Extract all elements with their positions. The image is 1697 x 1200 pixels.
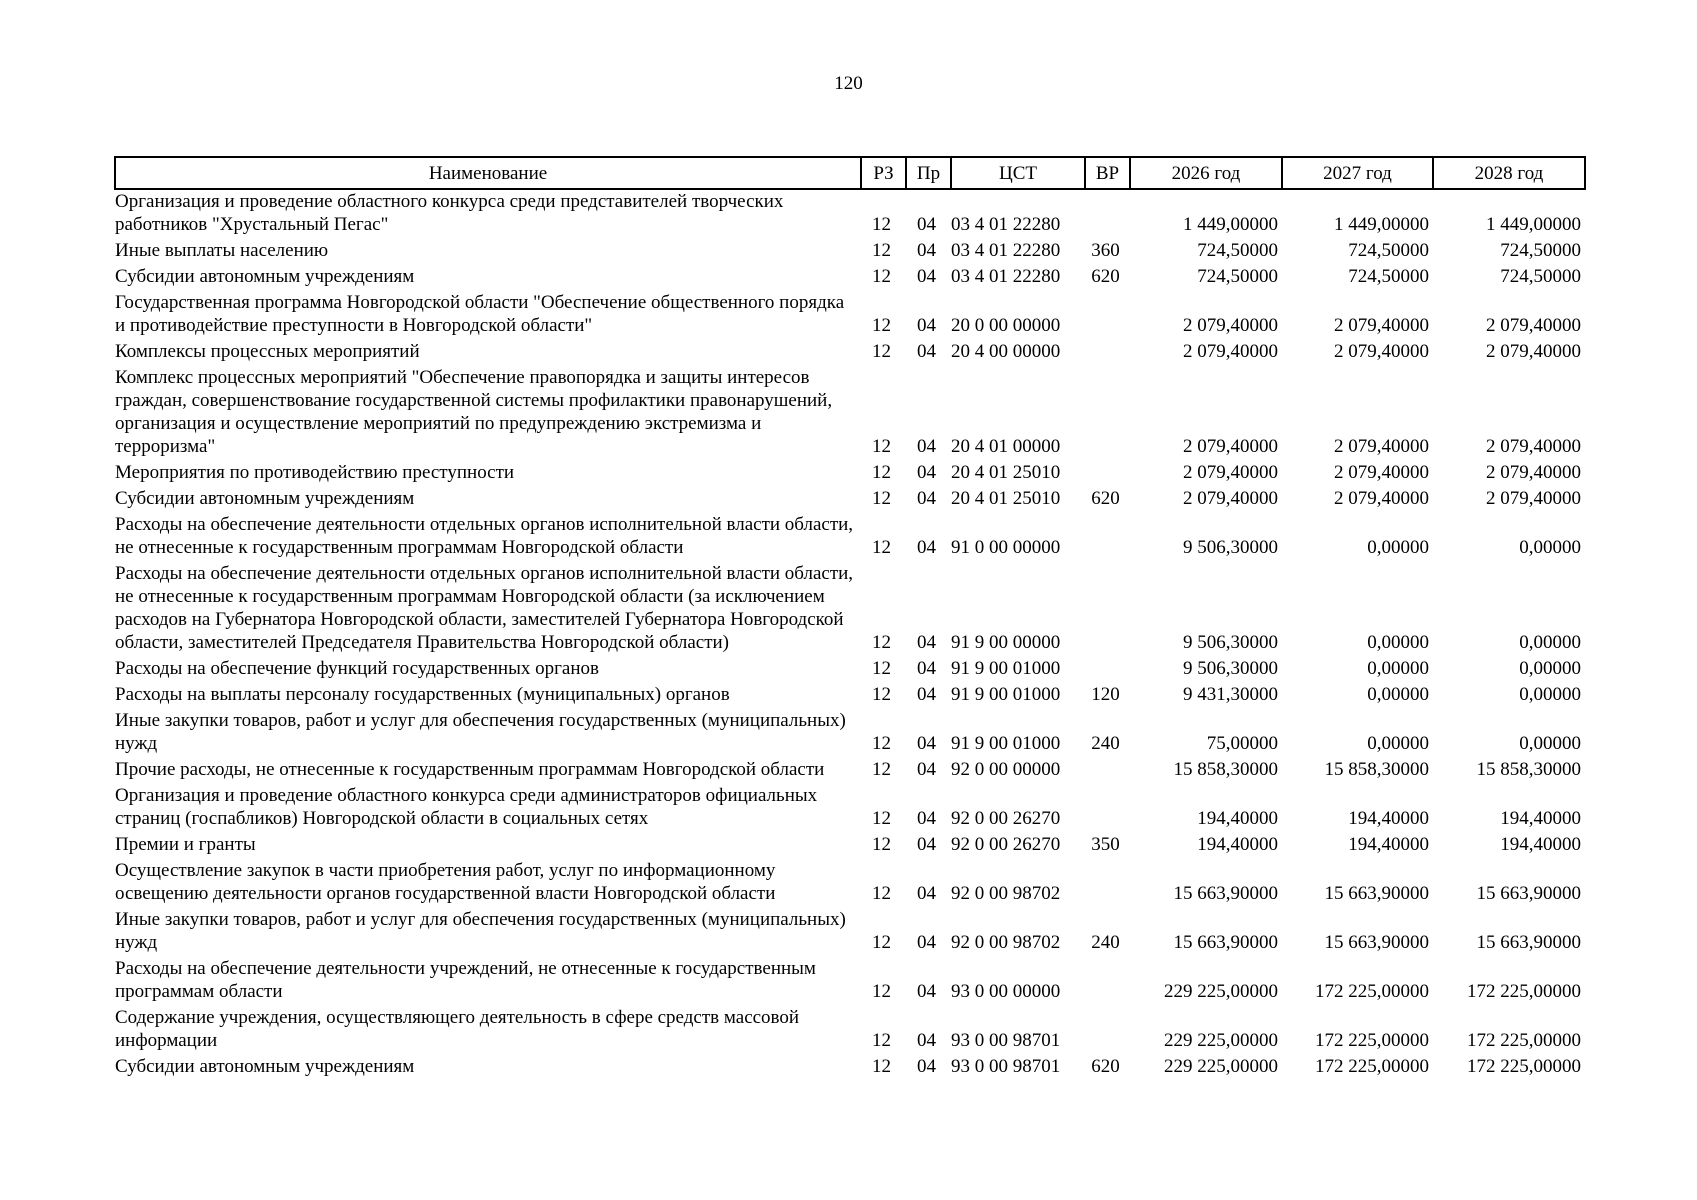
- row-rz: 12: [872, 462, 891, 483]
- row-rz: 12: [872, 315, 891, 336]
- row-amount-2026: 2 079,40000: [1183, 315, 1278, 336]
- row-vr: [1085, 291, 1130, 340]
- row-vr: [1085, 1006, 1130, 1055]
- row-rz: 12: [872, 733, 891, 754]
- table-row: [115, 513, 1585, 562]
- row-rz: 12: [872, 883, 891, 904]
- table-row: [115, 487, 1585, 513]
- table-row: [115, 239, 1585, 265]
- table-row: [115, 1055, 1585, 1081]
- row-name: Премии и гранты: [115, 834, 256, 855]
- row-amount-2026: 229 225,00000: [1164, 1030, 1278, 1051]
- row-pr: 04: [917, 981, 936, 1002]
- table-row: [115, 957, 1585, 1006]
- row-cst: 93 0 00 98701: [951, 1030, 1061, 1051]
- row-pr: 04: [917, 632, 936, 653]
- table-body: [115, 189, 1585, 1081]
- row-name: Государственная программа Новгородской области "Обеспечение общественного порядка и противодействие преступности в Новгородской области": [115, 292, 845, 336]
- row-cst: 20 4 00 00000: [951, 341, 1061, 362]
- row-pr: 04: [917, 1030, 936, 1051]
- row-amount-2026: 15 663,90000: [1173, 932, 1278, 953]
- row-rz: 12: [872, 214, 891, 235]
- row-rz: 12: [872, 488, 891, 509]
- row-name: Расходы на обеспечение функций государственных органов: [115, 658, 599, 679]
- row-amount-2027: 0,00000: [1367, 632, 1429, 653]
- row-rz: 12: [872, 932, 891, 953]
- row-amount-2026: 9 506,30000: [1183, 658, 1278, 679]
- row-pr: 04: [917, 759, 936, 780]
- row-vr: [1085, 366, 1130, 461]
- table-row: [115, 758, 1585, 784]
- row-amount-2027: 15 663,90000: [1324, 932, 1429, 953]
- budget-table: [114, 156, 1586, 1081]
- table-row: [115, 1006, 1585, 1055]
- row-amount-2027: 2 079,40000: [1334, 488, 1429, 509]
- row-pr: 04: [917, 341, 936, 362]
- row-vr: [1085, 340, 1130, 366]
- row-vr: 360: [1091, 240, 1120, 261]
- row-amount-2028: 0,00000: [1519, 684, 1581, 705]
- table-row: [115, 833, 1585, 859]
- row-amount-2027: 172 225,00000: [1315, 981, 1429, 1002]
- table-row: [115, 908, 1585, 957]
- row-cst: 93 0 00 00000: [951, 981, 1061, 1002]
- header-pr: Пр: [906, 157, 951, 189]
- row-amount-2026: 724,50000: [1197, 240, 1278, 261]
- row-name: Комплекс процессных мероприятий "Обеспечение правопорядка и защиты интересов граждан, совершенствование государственной системы профилактики правонарушений, организация и осуществление мероприятий по предупреждению экстремизма и терроризма": [115, 367, 833, 457]
- header-cst: ЦСТ: [951, 157, 1085, 189]
- row-vr: [1085, 657, 1130, 683]
- row-cst: 93 0 00 98701: [951, 1056, 1061, 1077]
- header-2027: 2027 год: [1282, 157, 1433, 189]
- row-pr: 04: [917, 240, 936, 261]
- table-row: [115, 683, 1585, 709]
- row-vr: 120: [1091, 684, 1120, 705]
- table-row: [115, 562, 1585, 657]
- row-amount-2028: 724,50000: [1500, 266, 1581, 287]
- row-name: Иные закупки товаров, работ и услуг для обеспечения государственных (муниципальных) нужд: [115, 909, 846, 953]
- row-cst: 92 0 00 00000: [951, 759, 1061, 780]
- row-amount-2026: 9 506,30000: [1183, 632, 1278, 653]
- row-name: Комплексы процессных мероприятий: [115, 341, 420, 362]
- row-amount-2026: 724,50000: [1197, 266, 1278, 287]
- row-pr: 04: [917, 214, 936, 235]
- row-vr: 620: [1091, 266, 1120, 287]
- row-amount-2027: 15 858,30000: [1324, 759, 1429, 780]
- row-rz: 12: [872, 632, 891, 653]
- table-row: [115, 265, 1585, 291]
- row-vr: [1085, 189, 1130, 239]
- row-rz: 12: [872, 981, 891, 1002]
- row-name: Иные закупки товаров, работ и услуг для обеспечения государственных (муниципальных) нужд: [115, 710, 846, 754]
- table-header: [115, 157, 1585, 189]
- row-rz: 12: [872, 684, 891, 705]
- row-amount-2028: 194,40000: [1500, 808, 1581, 829]
- row-amount-2027: 724,50000: [1348, 240, 1429, 261]
- row-name: Расходы на обеспечение деятельности отдельных органов исполнительной власти области, не отнесенные к государственным программам Новгородской области (за исключением расходов на Губернатора Новгородской области, заместителей Губернатора Новгородской области, заместителей Председателя Правительства Новгородской области): [115, 563, 854, 653]
- row-pr: 04: [917, 462, 936, 483]
- row-pr: 04: [917, 883, 936, 904]
- row-cst: 91 9 00 01000: [951, 733, 1061, 754]
- row-amount-2027: 2 079,40000: [1334, 462, 1429, 483]
- row-rz: 12: [872, 537, 891, 558]
- table-row: [115, 461, 1585, 487]
- row-cst: 91 9 00 01000: [951, 684, 1061, 705]
- row-name: Прочие расходы, не отнесенные к государственным программам Новгородской области: [115, 759, 825, 780]
- row-amount-2027: 0,00000: [1367, 537, 1429, 558]
- row-cst: 92 0 00 26270: [951, 808, 1061, 829]
- row-amount-2028: 0,00000: [1519, 658, 1581, 679]
- row-vr: [1085, 513, 1130, 562]
- row-cst: 03 4 01 22280: [951, 240, 1061, 261]
- table-row: [115, 859, 1585, 908]
- row-pr: 04: [917, 537, 936, 558]
- row-amount-2026: 229 225,00000: [1164, 1056, 1278, 1077]
- row-amount-2026: 15 663,90000: [1173, 883, 1278, 904]
- row-amount-2027: 2 079,40000: [1334, 315, 1429, 336]
- row-amount-2026: 2 079,40000: [1183, 341, 1278, 362]
- row-amount-2027: 0,00000: [1367, 733, 1429, 754]
- row-vr: [1085, 784, 1130, 833]
- row-amount-2026: 9 431,30000: [1183, 684, 1278, 705]
- row-amount-2027: 172 225,00000: [1315, 1030, 1429, 1051]
- row-name: Субсидии автономным учреждениям: [115, 488, 415, 509]
- row-rz: 12: [872, 341, 891, 362]
- row-cst: 20 4 01 25010: [951, 462, 1061, 483]
- row-vr: [1085, 562, 1130, 657]
- row-pr: 04: [917, 932, 936, 953]
- table-row: [115, 709, 1585, 758]
- row-name: Мероприятия по противодействию преступности: [115, 462, 515, 483]
- row-pr: 04: [917, 436, 936, 457]
- row-name: Расходы на обеспечение деятельности учреждений, не отнесенные к государственным программам области: [115, 958, 816, 1002]
- header-rz: РЗ: [861, 157, 906, 189]
- row-pr: 04: [917, 488, 936, 509]
- row-amount-2026: 2 079,40000: [1183, 462, 1278, 483]
- row-vr: 620: [1091, 488, 1120, 509]
- row-amount-2028: 172 225,00000: [1467, 1030, 1581, 1051]
- row-amount-2026: 75,00000: [1206, 733, 1278, 754]
- row-vr: 240: [1091, 733, 1120, 754]
- row-rz: 12: [872, 1056, 891, 1077]
- row-pr: 04: [917, 684, 936, 705]
- row-rz: 12: [872, 1030, 891, 1051]
- row-vr: [1085, 859, 1130, 908]
- row-amount-2027: 0,00000: [1367, 658, 1429, 679]
- header-name: Наименование: [115, 157, 861, 189]
- row-amount-2026: 194,40000: [1197, 834, 1278, 855]
- row-name: Организация и проведение областного конкурса среди администраторов официальных страниц (госпабликов) Новгородской области в социальных сетях: [115, 785, 818, 829]
- row-cst: 03 4 01 22280: [951, 266, 1061, 287]
- row-name: Расходы на обеспечение деятельности отдельных органов исполнительной власти области, не отнесенные к государственным программам Новгородской области: [115, 514, 854, 558]
- row-name: Субсидии автономным учреждениям: [115, 1056, 415, 1077]
- row-amount-2027: 1 449,00000: [1334, 214, 1429, 235]
- row-amount-2028: 194,40000: [1500, 834, 1581, 855]
- row-vr: 350: [1091, 834, 1120, 855]
- header-row: [115, 157, 1585, 189]
- row-amount-2028: 0,00000: [1519, 733, 1581, 754]
- row-amount-2028: 2 079,40000: [1486, 436, 1581, 457]
- row-amount-2027: 2 079,40000: [1334, 341, 1429, 362]
- row-name: Иные выплаты населению: [115, 240, 329, 261]
- row-amount-2026: 2 079,40000: [1183, 488, 1278, 509]
- row-cst: 20 0 00 00000: [951, 315, 1061, 336]
- row-vr: [1085, 957, 1130, 1006]
- row-amount-2027: 194,40000: [1348, 834, 1429, 855]
- row-vr: 240: [1091, 932, 1120, 953]
- row-vr: [1085, 461, 1130, 487]
- row-amount-2027: 2 079,40000: [1334, 436, 1429, 457]
- row-name: Содержание учреждения, осуществляющего деятельность в сфере средств массовой информации: [115, 1007, 800, 1051]
- row-amount-2027: 724,50000: [1348, 266, 1429, 287]
- row-name: Организация и проведение областного конкурса среди представителей творческих работников "Хрустальный Пегас": [115, 191, 784, 235]
- row-amount-2028: 2 079,40000: [1486, 488, 1581, 509]
- row-pr: 04: [917, 834, 936, 855]
- row-pr: 04: [917, 733, 936, 754]
- row-cst: 92 0 00 98702: [951, 883, 1061, 904]
- row-name: Расходы на выплаты персоналу государственных (муниципальных) органов: [115, 684, 730, 705]
- row-amount-2028: 1 449,00000: [1486, 214, 1581, 235]
- row-amount-2026: 1 449,00000: [1183, 214, 1278, 235]
- row-pr: 04: [917, 266, 936, 287]
- row-vr: 620: [1091, 1056, 1120, 1077]
- row-cst: 20 4 01 25010: [951, 488, 1061, 509]
- row-rz: 12: [872, 266, 891, 287]
- row-rz: 12: [872, 240, 891, 261]
- row-cst: 91 9 00 01000: [951, 658, 1061, 679]
- row-cst: 92 0 00 98702: [951, 932, 1061, 953]
- row-pr: 04: [917, 315, 936, 336]
- header-vr: ВР: [1085, 157, 1130, 189]
- row-amount-2027: 0,00000: [1367, 684, 1429, 705]
- row-amount-2028: 2 079,40000: [1486, 315, 1581, 336]
- row-amount-2026: 229 225,00000: [1164, 981, 1278, 1002]
- row-amount-2026: 9 506,30000: [1183, 537, 1278, 558]
- header-2028: 2028 год: [1433, 157, 1585, 189]
- row-cst: 20 4 01 00000: [951, 436, 1061, 457]
- row-amount-2028: 0,00000: [1519, 537, 1581, 558]
- row-amount-2027: 172 225,00000: [1315, 1056, 1429, 1077]
- table-row: [115, 291, 1585, 340]
- page-number: 120: [834, 73, 863, 94]
- table-row: [115, 189, 1585, 239]
- row-amount-2028: 0,00000: [1519, 632, 1581, 653]
- table-row: [115, 784, 1585, 833]
- row-amount-2028: 724,50000: [1500, 240, 1581, 261]
- row-rz: 12: [872, 759, 891, 780]
- row-pr: 04: [917, 1056, 936, 1077]
- row-amount-2026: 194,40000: [1197, 808, 1278, 829]
- table-row: [115, 657, 1585, 683]
- row-rz: 12: [872, 808, 891, 829]
- header-2026: 2026 год: [1130, 157, 1282, 189]
- row-cst: 91 0 00 00000: [951, 537, 1061, 558]
- row-amount-2028: 172 225,00000: [1467, 1056, 1581, 1077]
- row-cst: 91 9 00 00000: [951, 632, 1061, 653]
- row-pr: 04: [917, 808, 936, 829]
- row-name: Осуществление закупок в части приобретения работ, услуг по информационному освещению деятельности органов государственной власти Новгородской области: [115, 860, 776, 904]
- row-amount-2028: 2 079,40000: [1486, 341, 1581, 362]
- table-row: [115, 340, 1585, 366]
- row-rz: 12: [872, 834, 891, 855]
- row-amount-2028: 172 225,00000: [1467, 981, 1581, 1002]
- row-amount-2026: 15 858,30000: [1173, 759, 1278, 780]
- row-amount-2028: 15 663,90000: [1476, 932, 1581, 953]
- row-rz: 12: [872, 658, 891, 679]
- row-rz: 12: [872, 436, 891, 457]
- row-cst: 92 0 00 26270: [951, 834, 1061, 855]
- row-cst: 03 4 01 22280: [951, 214, 1061, 235]
- row-amount-2027: 194,40000: [1348, 808, 1429, 829]
- row-amount-2028: 15 858,30000: [1476, 759, 1581, 780]
- row-vr: [1085, 758, 1130, 784]
- row-amount-2026: 2 079,40000: [1183, 436, 1278, 457]
- row-name: Субсидии автономным учреждениям: [115, 266, 415, 287]
- row-amount-2027: 15 663,90000: [1324, 883, 1429, 904]
- row-amount-2028: 15 663,90000: [1476, 883, 1581, 904]
- row-pr: 04: [917, 658, 936, 679]
- table-row: [115, 366, 1585, 461]
- row-amount-2028: 2 079,40000: [1486, 462, 1581, 483]
